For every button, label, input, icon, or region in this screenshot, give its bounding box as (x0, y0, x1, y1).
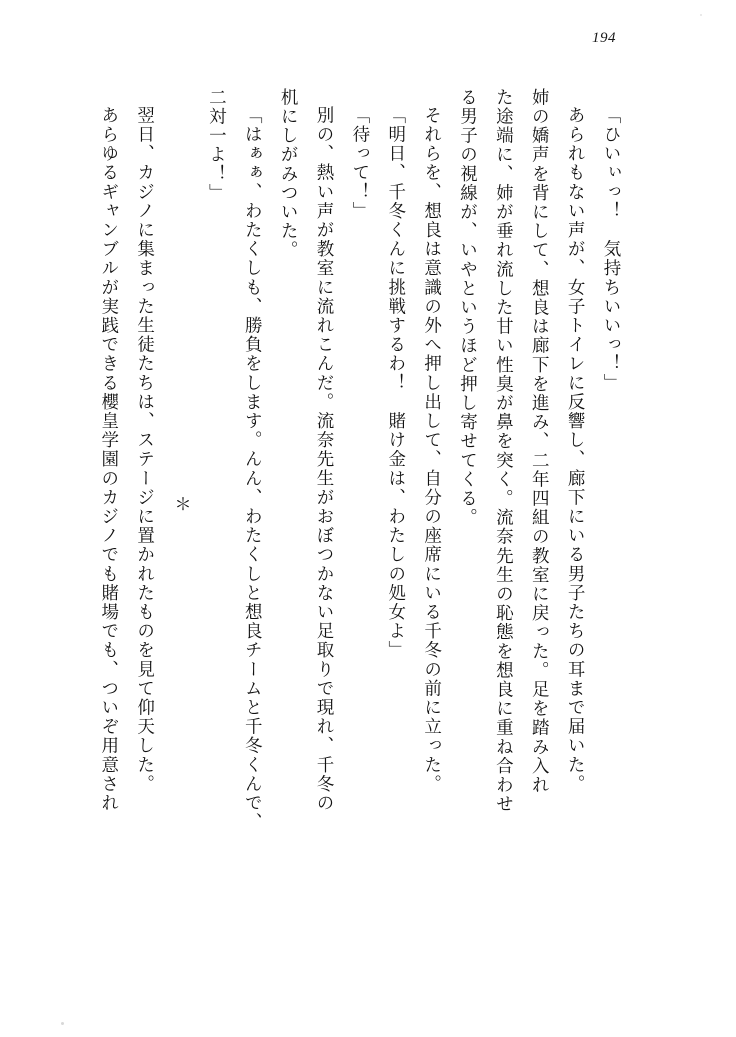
text-column: それらを、想良は意識の外へ押し出して、自分の座席にいる千冬の前に立った。 (421, 105, 442, 794)
text-column: 「はぁぁ、わたくしも、勝負をします。んん、わたくしと想良チームと千冬くんで、 (242, 105, 263, 832)
scan-artifact (61, 1022, 64, 1025)
page-number: 194 (592, 30, 616, 46)
text-column: 「明日、千冬くんに挑戦するわ！ 賭け金は、わたしの処女よ」 (385, 105, 406, 660)
text-column: あられもない声が、女子トイレに反響し、廊下にいる男子たちの耳まで届いた。 (565, 105, 586, 794)
text-column: 二対一よ！」 (206, 88, 227, 203)
text-column: 翌日、カジノに集まった生徒たちは、ステージに置かれたものを見て仰天した。 (134, 105, 155, 794)
section-separator (162, 88, 198, 918)
scan-artifact (700, 14, 702, 16)
text-column: 別の、熱い声が教室に流れこんだ。流奈先生がおぼつかない足取りで現れ、千冬の (314, 105, 334, 813)
text-column: た途端に、姉が垂れ流した甘い性臭が鼻を突く。流奈先生の恥態を想良に重ね合わせ (493, 88, 514, 814)
text-column: る男子の視線が、いやというほど押し寄せてくる。 (457, 88, 478, 528)
text-column: 姉の嬌声を背にして、想良は廊下を進み、二年四組の教室に戻った。足を踏み入れ (529, 88, 550, 795)
text-column: 「ひいぃっ！ 気持ちいいっ！」 (601, 105, 621, 392)
text-column: 机にしがみついた。 (278, 88, 299, 260)
vertical-text-body (68, 88, 628, 918)
text-column: あらゆるギャンブルが実践できる櫻皇学園のカジノでも賭場でも、ついぞ用意され (98, 105, 119, 813)
asterisk-icon: ＊ (170, 494, 191, 512)
text-column: 「待って！」 (349, 105, 370, 221)
